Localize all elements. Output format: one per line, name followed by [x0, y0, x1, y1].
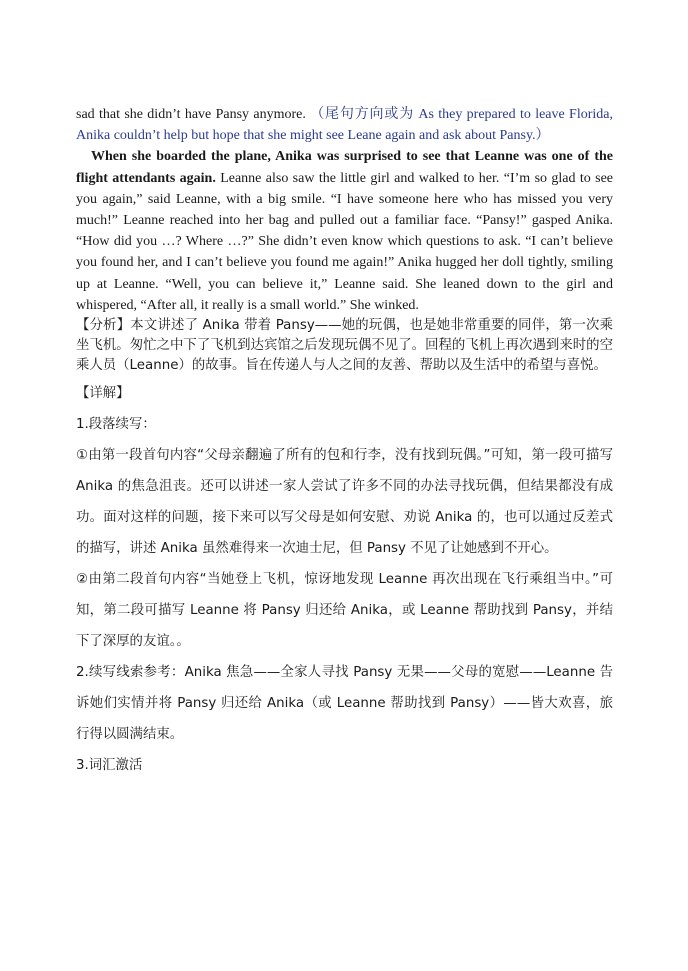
ending-sentence-note: （尾句方向或为 As they prepared to leave Florida, Anika couldn’t help but hope that she might see Leane again and ask about Pansy.）: [76, 107, 613, 144]
item-1-paragraph-2: ②由第二段首句内容“当她登上飞机，惊讶地发现 Leanne 再次出现在飞行乘组当中。”可知，第二段可描写 Leanne 将 Pansy 归还给 Anika，或 Leanne 帮助找到 Pansy，并结下了深厚的友谊。。: [76, 572, 613, 650]
item-1-title: 1.段落续写：: [76, 417, 156, 433]
passage-paragraph-1: [76, 104, 613, 146]
detail-heading: 【详解】: [76, 386, 130, 402]
analysis-text: 本文讲述了 Anika 带着 Pansy——她的玩偶，也是她非常重要的同伴，第一次乘坐飞机。匆忙之中下了飞机到达宾馆之后发现玩偶不见了。回程的飞机上再次遇到来时的空乘人员（Leanne）的故事。旨在传递人与人之间的友善、帮助以及生活中的希望与喜悦。: [76, 318, 613, 374]
item-1-paragraph-1: ①由第一段首句内容“父母亲翻遍了所有的包和行李，没有找到玩偶。”可知，第一段可描写 Anika 的焦急沮丧。还可以讲述一家人尝试了许多不同的办法寻找玩偶，但结果都没有成功。面对这样的问题，接下来可以写父母是如何安慰、劝说 Anika 的，也可以通过反差式的描写，讲述 Anika 虽然难得来一次迪士尼，但 Pansy 不见了让她感到不开心。: [76, 448, 613, 557]
paragraph-2-opening-sentence: When she boarded the plane, Anika was surprised to see that Leanne was one of the flight attendants again.: [76, 149, 613, 186]
paragraph-2-text: Leanne also saw the little girl and walked to her. “I’m so glad to see you again,” said Leanne, with a big smile. “I have someone here who has missed you very much!” Leanne reached into her bag and pulled out a familiar face. “Pansy!” gasped Anika. “How did you …? Where …?” She didn’t even know which questions to ask. “I can’t believe you found her, and I can’t believe you found me again!” Anika hugged her doll tightly, smiling up at Leanne. “Well, you can believe it,” Leanne said. She leaned down to the girl and whispered, “After all, it really is a small world.” She winked.: [76, 170, 614, 313]
analysis-paragraph: [76, 316, 613, 376]
document-page: [76, 104, 613, 781]
analysis-label: 【分析】: [76, 318, 131, 334]
passage-paragraph-2: [76, 146, 613, 316]
paragraph-1-text: sad that she didn’t have Pansy anymore.: [76, 107, 306, 122]
item-2-paragraph: 2.续写线索参考：Anika 焦急——全家人寻找 Pansy 无果——父母的宽慰——Leanne 告诉她们实情并将 Pansy 归还给 Anika（或 Leanne 帮助找到 Pansy）——皆大欢喜，旅行得以圆满结束。: [76, 665, 613, 743]
item-3-title: 3.词汇激活: [76, 758, 143, 774]
